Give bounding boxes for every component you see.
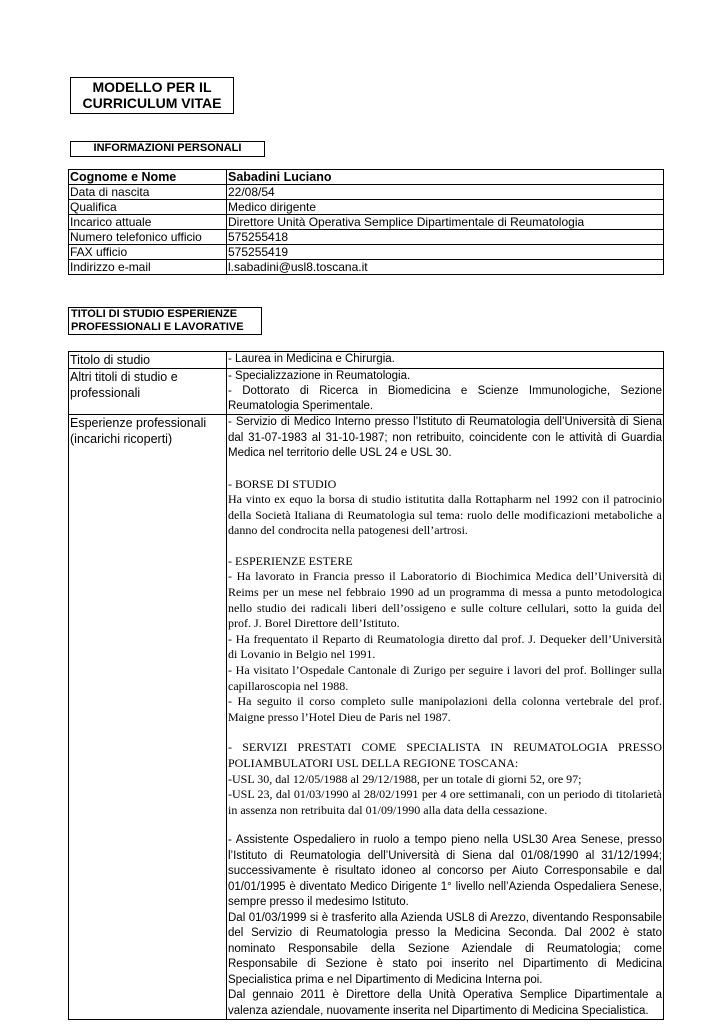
section-personal-info: INFORMAZIONI PERSONALI <box>70 141 265 157</box>
document-title-line2: CURRICULUM VITAE <box>82 95 222 111</box>
row-value: 575255419 <box>227 245 664 260</box>
document-title-line1: MODELLO PER IL <box>92 79 212 95</box>
borse-heading: - BORSE DI STUDIO <box>228 476 337 491</box>
section-studies-line2: PROFESSIONALI E LAVORATIVE <box>71 321 244 333</box>
row-value: Direttore Unità Operativa Semplice Dipartimentale di Reumatologia <box>227 215 664 230</box>
table-row <box>69 352 664 369</box>
table-row <box>69 369 664 415</box>
row-value: 575255418 <box>227 230 664 245</box>
table-row <box>69 260 664 275</box>
altri-label: Altri titoli di studio e professionali <box>69 369 227 415</box>
paragraph-dal-2011: Dal gennaio 2011 è Direttore della Unità Operativa Semplice Dipartimentale a valenza aziendale, nuovamente inserita nel Dipartimento di Medicina Specialistica. <box>228 989 662 1017</box>
servizi-heading: - SERVIZI PRESTATI COME SPECIALISTA IN REUMATOLOGIA PRESSO POLIAMBULATORI USL DELLA REGIONE TOSCANA: <box>228 740 662 770</box>
table-row <box>69 170 664 185</box>
paragraph-assistente: - Assistente Ospedaliero in ruolo a tempo pieno nella USL30 Area Senese, presso l’Istituto di Reumatologia dell’Università di Siena dal 01/08/1990 al 31/12/1994; successivamente è risultato idoneo al concorso per Aiuto Corresponsabile e dal 01/01/1995 è diventato Medico Dirigente 1° livello nell’Azienda Ospedaliera Senese, sempre presso il medesimo Istituto. <box>228 834 662 909</box>
paragraph-servizio-medico: - Servizio di Medico Interno presso l’Istituto di Reumatologia dell’Università di Siena dal 31-07-1983 al 31-10-1987; non retribuito, coincidente con le attività di Guardia Medica nel territorio delle USL 24 e USL 30. <box>228 416 662 459</box>
esperienze-label: Esperienze professionali (incarichi ricoperti) <box>69 415 227 1020</box>
estere-item: - Ha frequentato il Reparto di Reumatologia diretto dal prof. J. Dequeker dell’Università di Lovanio in Belgio nel 1991. <box>228 631 662 662</box>
titolo-value: - Laurea in Medicina e Chirurgia. <box>227 352 664 369</box>
table-row <box>69 200 664 215</box>
estere-item: - Ha seguito il corso completo sulle manipolazioni della colonna vertebrale del prof. Maigne presso l’Hotel Dieu de Paris nel 1987. <box>228 694 662 724</box>
document-title <box>70 77 234 114</box>
paragraph-dal-1999: Dal 01/03/1999 si è trasferito alla Azienda USL8 di Arezzo, diventando Responsabile del Servizio di Reumatologia presso la Medicina Seconda. Dal 2002 è stato nominato Responsabile della Sezione Aziendale di Reumatologia; come Responsabile di Sezione è stato poi inserito nel Dipartimento di Medicina Specialistica prima e nel Dipartimento di Medicina Interna poi. <box>228 911 662 986</box>
estere-heading: - ESPERIENZE ESTERE <box>228 553 353 568</box>
altri-item: - Dottorato di Ricerca in Biomedicina e Scienze Immunologiche, Sezione Reumatologia Sperimentale. <box>228 385 662 412</box>
borse-text: Ha vinto ex equo la borsa di studio istitutita dalla Rottapharm nel 1992 con il patrocinio della Società Italiana di Reumatologia sul tema: ruolo delle modificazioni metaboliche a danno del condrocita nella patogenesi dell’artrosi. <box>228 492 662 538</box>
table-row <box>69 215 664 230</box>
row-value: 22/08/54 <box>227 185 664 200</box>
row-label: FAX ufficio <box>69 245 227 260</box>
section-studies-experience <box>68 307 262 335</box>
servizi-item: -USL 23, dal 01/03/1990 al 28/02/1991 per 4 ore settimanali, con un periodo di titolarietà in assenza non retribuita dal 01/09/1990 alla data della cessazione. <box>228 787 662 817</box>
row-label: Qualifica <box>69 200 227 215</box>
titolo-label: Titolo di studio <box>69 352 227 369</box>
table-row <box>69 185 664 200</box>
altri-values <box>227 369 664 415</box>
servizi-item: -USL 30, dal 12/05/1988 al 29/12/1988, per un totale di giorni 52, ore 97; <box>228 771 582 786</box>
row-label: Incarico attuale <box>69 215 227 230</box>
estere-item: - Ha visitato l’Ospedale Cantonale di Zurigo per seguire i lavori del prof. Bollinger sulla capillaroscopia nel 1988. <box>228 663 662 693</box>
personal-info-table <box>68 169 664 275</box>
row-value: l.sabadini@usl8.toscana.it <box>227 260 664 275</box>
esperienze-content <box>227 415 664 1020</box>
altri-item: - Specializzazione in Reumatologia. <box>228 370 411 382</box>
row-label: Cognome e Nome <box>69 170 227 185</box>
table-row <box>69 245 664 260</box>
row-value: Medico dirigente <box>227 200 664 215</box>
row-label: Data di nascita <box>69 185 227 200</box>
table-row <box>69 415 664 1020</box>
row-label: Numero telefonico ufficio <box>69 230 227 245</box>
studies-experience-table <box>68 351 664 1020</box>
row-value: Sabadini Luciano <box>227 170 664 185</box>
row-label: Indirizzo e-mail <box>69 260 227 275</box>
section-studies-line1: TITOLI DI STUDIO ESPERIENZE <box>71 308 238 320</box>
estere-item: - Ha lavorato in Francia presso il Laboratorio di Biochimica Medica dell’Università di Reims per un mese nel febbraio 1990 ad un programma di messa a punto metodologica nello studio dei radicali liberi dell’ossigeno e sulle colture cellulari, sotto la guida del prof. J. Borel Direttore dell’Istituto. <box>228 569 662 631</box>
table-row <box>69 230 664 245</box>
